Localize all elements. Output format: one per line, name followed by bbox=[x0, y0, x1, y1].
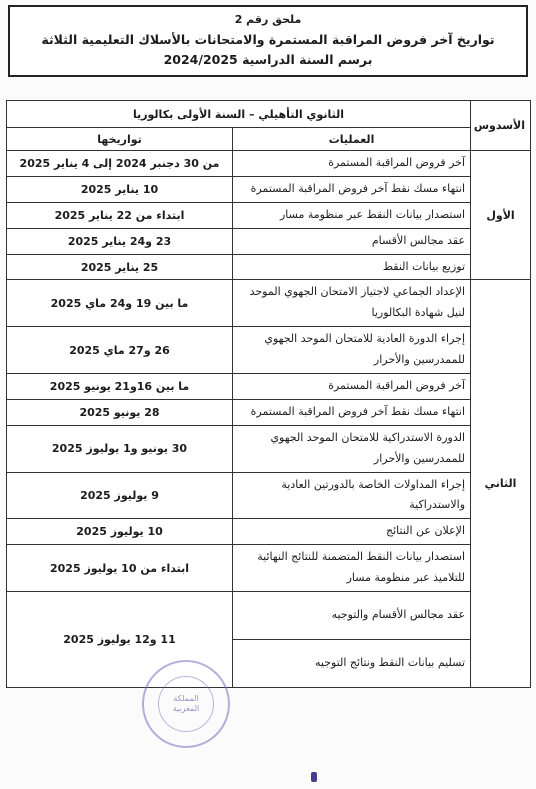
table-row bbox=[7, 592, 531, 640]
date-cell: ما بين 16و21 يونيو 2025 bbox=[7, 374, 233, 400]
date-cell: 11 و12 يوليوز 2025 bbox=[7, 592, 233, 688]
operation-cell: انتهاء مسك نقط آخر فروض المراقبة المستمرة bbox=[233, 176, 471, 202]
operation-cell: عقد مجالس الأقسام bbox=[233, 228, 471, 254]
table-row bbox=[7, 425, 531, 472]
operation-cell: الدورة الاستدراكية للامتحان الموحد الجهوي للممدرسين والأحرار bbox=[233, 425, 471, 472]
operation-cell: استصدار بيانات النقط المتضمنة للنتائج النهائية للتلاميذ عبر منظومة مسار bbox=[233, 545, 471, 592]
date-cell: 26 و27 ماي 2025 bbox=[7, 327, 233, 374]
operation-cell: انتهاء مسك نقط آخر فروض المراقبة المستمرة bbox=[233, 399, 471, 425]
header-box bbox=[8, 5, 528, 77]
operation-cell: توزيع بيانات النقط bbox=[233, 254, 471, 280]
operation-cell: آخر فروض المراقبة المستمرة bbox=[233, 374, 471, 400]
school-year: برسم السنة الدراسية 2024/2025 bbox=[163, 52, 373, 67]
track-header: الثانوي التأهيلي – السنة الأولى بكالوريا bbox=[7, 101, 471, 128]
table-row bbox=[7, 176, 531, 202]
page-mark bbox=[311, 772, 317, 782]
operation-cell: الإعلان عن النتائج bbox=[233, 519, 471, 545]
date-cell: ابتداء من 10 يوليوز 2025 bbox=[7, 545, 233, 592]
table-row bbox=[7, 399, 531, 425]
stamp-text-line1: المملكة bbox=[173, 693, 199, 703]
date-cell: 10 يوليوز 2025 bbox=[7, 519, 233, 545]
operation-cell: إجراء المداولات الخاصة بالدورتين العادية والاستدراكية bbox=[233, 472, 471, 519]
operations-header: العمليات bbox=[233, 128, 471, 151]
operation-cell: إجراء الدورة العادية للامتحان الموحد الجهوي للممدرسين والأحرار bbox=[233, 327, 471, 374]
official-stamp bbox=[142, 660, 230, 748]
document-title: تواريخ آخر فروض المراقبة المستمرة والامتحانات بالأسلاك التعليمية الثلاثة bbox=[41, 32, 495, 47]
date-cell: 23 و24 يناير 2025 bbox=[7, 228, 233, 254]
table-row bbox=[7, 151, 531, 177]
table-row bbox=[7, 280, 531, 327]
operation-cell: عقد مجالس الأقسام والتوجيه bbox=[233, 592, 471, 640]
operation-cell: تسليم بيانات النقط ونتائج التوجيه bbox=[233, 640, 471, 688]
stamp-center bbox=[158, 676, 214, 732]
dates-header: تواريخها bbox=[7, 128, 233, 151]
semester-first: الأول bbox=[471, 151, 531, 280]
table-row bbox=[7, 545, 531, 592]
table-row bbox=[7, 374, 531, 400]
date-cell: ما بين 19 و24 ماي 2025 bbox=[7, 280, 233, 327]
table-row bbox=[7, 202, 531, 228]
date-cell: 25 يناير 2025 bbox=[7, 254, 233, 280]
stamp-text-line2: المغربية bbox=[172, 704, 200, 713]
date-cell: 28 يونيو 2025 bbox=[7, 399, 233, 425]
date-cell: 9 يوليوز 2025 bbox=[7, 472, 233, 519]
schedule-table bbox=[6, 100, 531, 688]
date-cell: ابتداء من 22 يناير 2025 bbox=[7, 202, 233, 228]
annex-label: ملحق رقم 2 bbox=[234, 13, 302, 26]
date-cell: 30 يونيو و1 يوليوز 2025 bbox=[7, 425, 233, 472]
semester-header: الأسدوس bbox=[471, 101, 531, 151]
table-row bbox=[7, 327, 531, 374]
date-cell: من 30 دجنبر 2024 إلى 4 يناير 2025 bbox=[7, 151, 233, 177]
operation-cell: الإعداد الجماعي لاجتياز الامتحان الجهوي الموحد لنيل شهادة البكالوريا bbox=[233, 280, 471, 327]
table-row bbox=[7, 254, 531, 280]
table-row bbox=[7, 472, 531, 519]
operation-cell: استصدار بيانات النقط عبر منظومة مسار bbox=[233, 202, 471, 228]
date-cell: 10 يناير 2025 bbox=[7, 176, 233, 202]
operation-cell: آخر فروض المراقبة المستمرة bbox=[233, 151, 471, 177]
table-row bbox=[7, 228, 531, 254]
semester-second: الثاني bbox=[471, 280, 531, 688]
table-row bbox=[7, 519, 531, 545]
